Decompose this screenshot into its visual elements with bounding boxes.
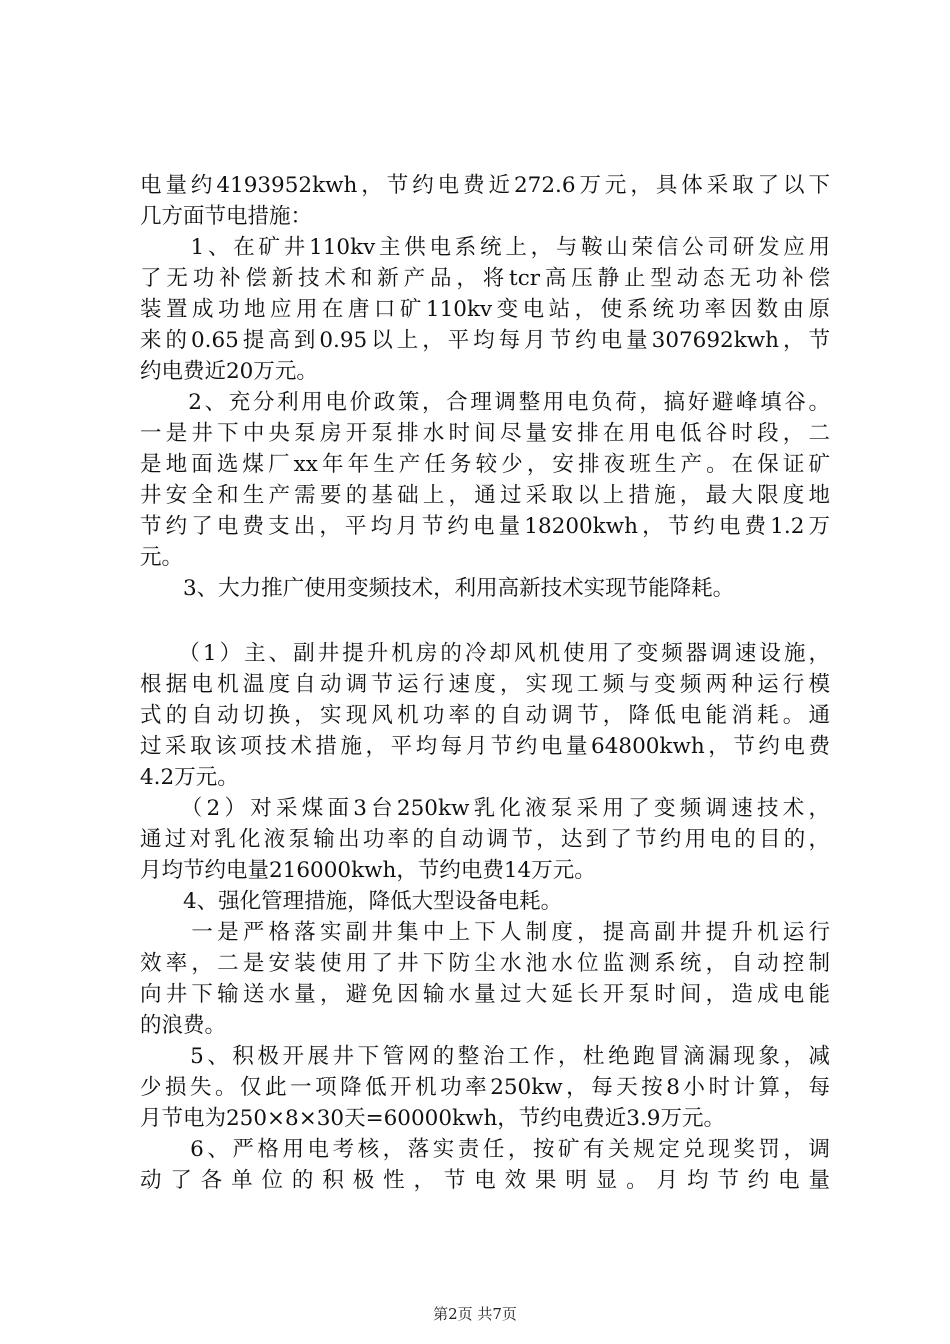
text-line: 根据电机温度自动调节运行速度，实现工频与变频两种运行模 [140,672,830,697]
text-line: 5、积极开展井下管网的整治工作，杜绝跑冒滴漏现象，减 [140,1044,830,1069]
text-line: 是地面选煤厂xx年年生产任务较少，安排夜班生产。在保证矿 [140,452,830,477]
text-line: 月节电为250×8×30天=60000kwh，节约电费近3.9万元。 [140,1106,725,1131]
text-line: 来的0.65提高到0.95以上，平均每月节约电量307692kwh，节 [140,328,830,353]
text-line: 效率，二是安装使用了井下防尘水池水位监测系统，自动控制 [140,951,830,976]
text-line: 装置成功地应用在唐口矿110kv变电站，使系统功率因数由原 [140,297,830,322]
text-line: 过采取该项技术措施，平均每月节约电量64800kwh，节约电费 [140,734,830,759]
text-line: 4.2万元。 [140,765,239,790]
text-line: 式的自动切换，实现风机功率的自动调节，降低电能消耗。通 [140,703,830,728]
text-line: 1、在矿井110kv主供电系统上，与鞍山荣信公司研发应用 [140,235,830,260]
paragraph-gap [140,604,830,638]
text-line: 几方面节电措施： [140,204,313,229]
text-line: 少损失。仅此一项降低开机功率250kw，每天按8小时计算，每 [140,1075,830,1100]
text-line: 6、严格用电考核，落实责任，按矿有关规定兑现奖罚，调 [140,1137,830,1162]
text-line: （1）主、副井提升机房的冷却风机使用了变频器调速设施， [140,641,830,666]
text-line: 向井下输送水量，避免因输水量过大延长开泵时间，造成电能 [140,982,830,1007]
document-body [140,170,830,1196]
text-line: 3、大力推广使用变频技术，利用高新技术实现节能降耗。 [140,576,735,601]
text-line: 约电费近20万元。 [140,359,318,384]
text-line: 的浪费。 [140,1013,227,1038]
text-line: 一是严格落实副井集中上下人制度，提高副井提升机运行 [140,920,830,945]
text-line: 了无功补偿新技术和新产品，将tcr高压静止型动态无功补偿 [140,266,830,291]
text-line: 月均节约电量216000kwh，节约电费14万元。 [140,858,596,883]
text-line: 动了各单位的积极性，节电效果明显。月均节约电量 [140,1168,830,1193]
text-line: 通过对乳化液泵输出功率的自动调节，达到了节约用电的目的， [140,827,830,852]
text-line: 2、充分利用电价政策，合理调整用电负荷，搞好避峰填谷。 [140,390,830,415]
text-line: 节约了电费支出，平均月节约电量18200kwh，节约电费1.2万 [140,514,830,539]
text-line: 电量约4193952kwh，节约电费近272.6万元，具体采取了以下 [140,173,830,198]
page-footer: 第2页 共7页 [433,1305,517,1323]
text-line: （2）对采煤面3台250kw乳化液泵采用了变频调速技术， [140,796,830,821]
text-line: 井安全和生产需要的基础上，通过采取以上措施，最大限度地 [140,483,830,508]
text-line: 一是井下中央泵房开泵排水时间尽量安排在用电低谷时段，二 [140,421,830,446]
text-line: 元。 [140,545,184,570]
text-line: 4、强化管理措施，降低大型设备电耗。 [140,889,563,914]
